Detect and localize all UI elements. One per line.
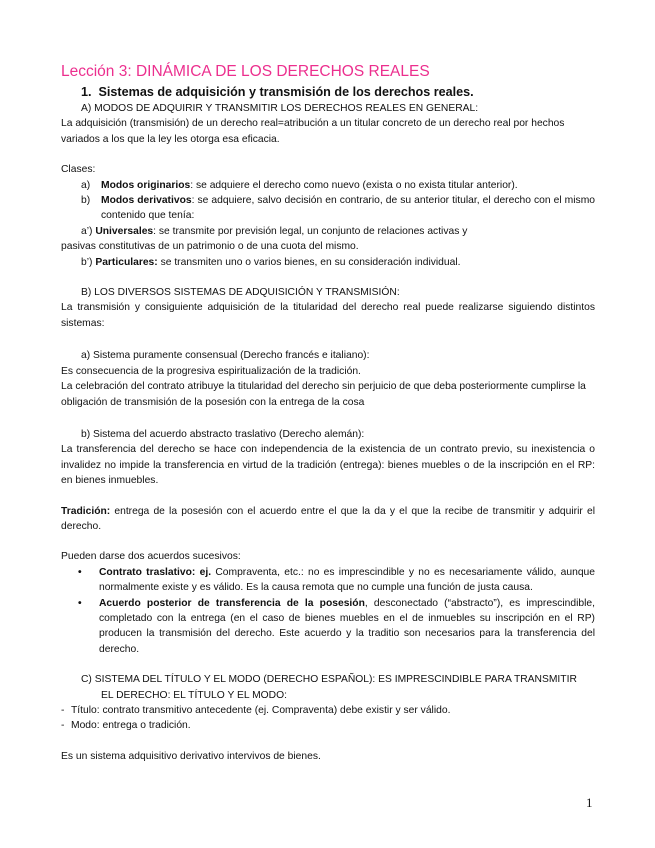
bullet-icon: • [78, 597, 82, 609]
text-contrato-traslativo: Compraventa, etc.: no es imprescindible y no es necesariamente válido, aunque normalmente existe y es válido. Es la causa remota que no cumple una función de justa causa. [99, 566, 596, 594]
list-item-derivativos [61, 193, 595, 224]
dash-marker: - [61, 720, 65, 732]
acuerdos-label: Pueden darse dos acuerdos sucesivos: [61, 551, 241, 563]
text-modos-derivativos: : se adquiere, salvo decisión en contrario, de su anterior titular, el derecho con el mismo contenido que tenía: [101, 195, 595, 222]
closing-text: Es un sistema adquisitivo derivativo intervivos de bienes. [61, 750, 321, 762]
system-b-text: La transferencia del derecho se hace con independencia de la existencia de un contrato previo, su inexistencia o invalidez no impide la transferencia en virtud de la tradición (entrega): bienes muebles o de la inscripción en el RP: en bienes inmuebles. [61, 444, 595, 487]
part-b-intro: La transmisión y consiguiente adquisición de la titularidad del derecho real puede realizarse siguiendo distintos sistemas: [61, 302, 595, 329]
system-a-line-2: La celebración del contrato atribuye la titularidad del derecho sin perjuicio de que deba posteriormente cumplirse la obligación de transmisión de la posesión con la entrega de la cosa [61, 381, 586, 408]
term-modos-derivativos: Modos derivativos [101, 195, 192, 207]
part-a-intro: La adquisición (transmisión) de un derecho real=atribución a un titular concreto de un derecho real por hechos variados a los que la ley les otorga esa eficacia. [61, 118, 565, 145]
text-modos-originarios: : se adquiere el derecho como nuevo (exista o no exista titular anterior). [190, 179, 518, 191]
text-universales: : se transmite por previsión legal, un conjunto de relaciones activas y [153, 225, 468, 237]
dash-item-titulo [61, 703, 595, 718]
part-c-heading [61, 672, 595, 703]
system-a-line-1: Es consecuencia de la progresiva espiritualización de la tradición. [61, 365, 361, 377]
tradicion-paragraph [61, 504, 595, 535]
text-titulo: Título: contrato transmitivo antecedente (ej. Compraventa) debe existir y ser válido. [71, 705, 451, 716]
bullet-acuerdo-posterior [61, 596, 595, 658]
text-universales-cont: pasivas constitutivas de un patrimonio o de una cuota del mismo. [61, 241, 359, 253]
section-1-heading [61, 84, 595, 100]
section-1-title: Sistemas de adquisición y transmisión de los derechos reales. [98, 85, 474, 99]
page-number: 1 [586, 795, 593, 810]
sub-marker: b’) [81, 256, 93, 268]
list-item-originarios [61, 178, 595, 193]
sub-item-particulares [61, 255, 595, 270]
list-marker: a) [81, 179, 91, 191]
text-modo: Modo: entrega o tradición. [71, 720, 191, 732]
list-marker: b) [81, 195, 91, 207]
part-c-heading-line-2: EL DERECHO: EL TÍTULO Y EL MODO: [101, 689, 287, 701]
classes-label: Clases: [61, 164, 96, 176]
text-acuerdo-posterior: , desconectado (“abstracto”), es imprescindible, completado con la entrega (en el caso de bienes muebles en el de inmuebles su inscripción en el RP) producen la transmisión del derecho. Este acuerdo y la traditio son necesarios para la transferencia del derecho. [99, 597, 595, 655]
term-tradicion: Tradición: [61, 505, 111, 517]
dash-item-modo [61, 718, 595, 733]
bullet-icon: • [78, 566, 82, 578]
lesson-title: Lección 3: DINÁMICA DE LOS DERECHOS REALES [61, 63, 430, 80]
sub-marker: a’) [81, 225, 93, 237]
term-modos-originarios: Modos originarios [101, 179, 191, 191]
bullet-contrato-traslativo [61, 565, 595, 596]
term-particulares: Particulares: [95, 256, 158, 268]
dash-marker: - [61, 705, 65, 716]
document-page [61, 62, 595, 764]
part-b-heading: B) LOS DIVERSOS SISTEMAS DE ADQUISICIÓN Y TRANSMISIÓN: [81, 287, 400, 299]
text-particulares: se transmiten uno o varios bienes, en su consideración individual. [157, 256, 461, 268]
section-1-number: 1. [81, 85, 92, 99]
part-a-heading: A) MODOS DE ADQUIRIR Y TRANSMITIR LOS DERECHOS REALES EN GENERAL: [81, 103, 479, 114]
term-universales: Universales [95, 225, 154, 237]
text-tradicion: entrega de la posesión con el acuerdo entre el que la da y el que la recibe de transmitir y adquirir el derecho. [61, 505, 595, 532]
system-b-heading: b) Sistema del acuerdo abstracto traslativo (Derecho alemán): [81, 428, 365, 440]
term-acuerdo-posterior: Acuerdo posterior de transferencia de la posesión [99, 597, 365, 609]
term-contrato-traslativo: Contrato traslativo: ej. [99, 566, 212, 578]
sub-item-universales [61, 224, 595, 239]
part-c-heading-line-1: C) SISTEMA DEL TÍTULO Y EL MODO (DERECHO ESPAÑOL): ES IMPRESCINDIBLE PARA TRANSMITIR [81, 674, 577, 686]
system-a-heading: a) Sistema puramente consensual (Derecho francés e italiano): [81, 350, 370, 362]
